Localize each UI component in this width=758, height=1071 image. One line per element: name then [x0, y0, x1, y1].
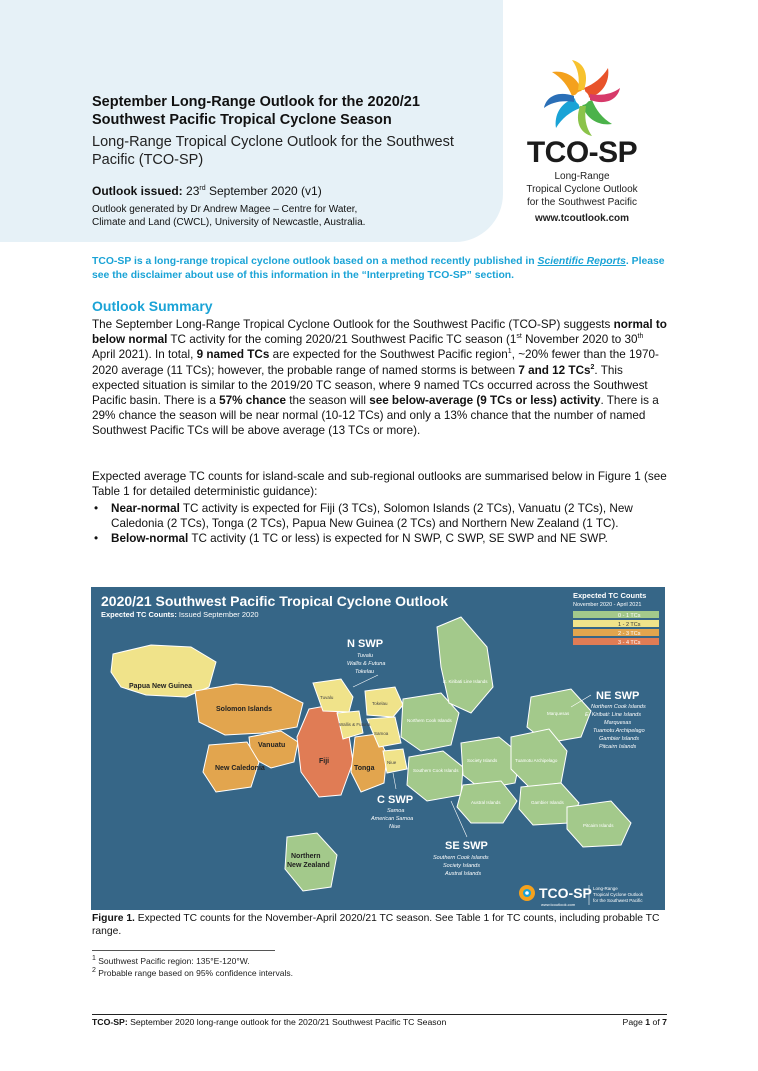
svg-text:Samoa: Samoa	[387, 808, 405, 814]
svg-text:Society Islands: Society Islands	[443, 863, 480, 869]
list-item: • Near-normal TC activity is expected for Fiji (3 TCs), Solomon Islands (2 TCs), Vanuatu (2 TCs), New Caledonia (2 TCs), Tonga (2 TCs), Papua New Guinea (2 TCs) and Northern New Zealand (1 TC).	[94, 502, 633, 531]
label-southern-cook: Southern Cook Islands	[413, 768, 459, 773]
label-e-kiribati: E. Kiribati Line Islands	[443, 679, 488, 684]
figure-caption: Figure 1. Expected TC counts for the November-April 2020/21 TC season. See Table 1 for TC counts, including probable TC range.	[92, 913, 660, 937]
svg-text:C SWP: C SWP	[377, 794, 414, 806]
page-number: Page 1 of 7	[622, 1017, 667, 1027]
svg-text:Pitcairn Islands: Pitcairn Islands	[599, 744, 637, 750]
svg-text:0 - 1 TCs: 0 - 1 TCs	[618, 613, 641, 619]
tco-sp-logo: TCO-SP Long-Range Tropical Cyclone Outlook for the Southwest Pacific www.tcoutlook.com	[512, 58, 652, 233]
label-tuvalu: Tuvalu	[320, 695, 334, 700]
svg-text:Austral Islands: Austral Islands	[445, 871, 482, 877]
label-nnz-2: New Zealand	[287, 862, 330, 869]
map-title: 2020/21 Southwest Pacific Tropical Cyclone Outlook	[101, 593, 448, 609]
svg-text:Tuamotu Archipelago: Tuamotu Archipelago	[593, 728, 645, 734]
legend-swatch-3	[573, 638, 659, 645]
page-subtitle: Long-Range Tropical Cyclone Outlook for the Southwest Pacific (TCO-SP)	[92, 134, 454, 168]
label-austral: Austral Islands	[471, 800, 501, 805]
svg-text:Gambier Islands: Gambier Islands	[599, 736, 640, 742]
svg-text:November 2020 - April 2021: November 2020 - April 2021	[573, 602, 642, 608]
label-fiji: Fiji	[319, 758, 330, 765]
footnote-1: $^1$ Southwest Pacific region: 135°E-120°W.	[92, 955, 250, 966]
svg-text:1 - 2 TCs: 1 - 2 TCs	[618, 622, 641, 628]
outlook-map	[91, 587, 665, 910]
label-gambier: Gambier Islands	[531, 800, 564, 805]
svg-text:Expected TC Counts: Expected TC Counts	[573, 591, 647, 600]
svg-text:Southern Cook Islands: Southern Cook Islands	[433, 855, 489, 861]
svg-text:2 - 3 TCs: 2 - 3 TCs	[618, 631, 641, 637]
issued-date: Outlook issued: 23rd September 2020 (v1)	[92, 184, 322, 198]
legend-swatch-1	[573, 620, 659, 627]
label-tokelau: Tokelau	[372, 701, 388, 706]
svg-text:Northern Cook Islands: Northern Cook Islands	[591, 704, 646, 710]
map-subtitle: Expected TC Counts: Issued September 2020	[101, 610, 259, 619]
summary-heading: Outlook Summary	[92, 298, 213, 314]
svg-text:3 - 4 TCs: 3 - 4 TCs	[618, 640, 641, 646]
label-wallis: Wallis & Futuna	[339, 722, 371, 727]
scientific-reports-link[interactable]: Scientific Reports	[537, 256, 626, 267]
legend-swatch-2	[573, 629, 659, 636]
footer-divider	[92, 1014, 667, 1015]
svg-text:Marquesas: Marquesas	[604, 720, 632, 726]
label-pitcairn: Pitcairn Islands	[583, 823, 614, 828]
label-tuamotu: Tuamotu Archipelago	[515, 758, 558, 763]
svg-text:www.tcoutlook.com: www.tcoutlook.com	[541, 902, 576, 907]
footnote-2: $^2$ Probable range based on 95% confidence intervals.	[92, 967, 293, 978]
summary-paragraph-2: Expected average TC counts for island-scale and sub-regional outlooks are summarised below in Figure 1 (see Table 1 for detailed deterministic guidance):	[92, 470, 667, 499]
cyclone-logo-icon	[512, 58, 652, 138]
label-tonga: Tonga	[354, 765, 375, 772]
label-png: Papua New Guinea	[129, 683, 193, 690]
label-new-caledonia: New Caledonia	[215, 765, 265, 772]
svg-text:SE SWP: SE SWP	[445, 840, 488, 852]
svg-text:NE SWP: NE SWP	[596, 690, 640, 702]
intro-paragraph: TCO-SP is a long-range tropical cyclone outlook based on a method recently published in Scientific Reports. Please see the disclaimer about use of this information in the “Interpreting TCO-SP” section.	[92, 256, 665, 281]
label-samoa: Samoa	[374, 731, 389, 736]
label-solomon: Solomon Islands	[216, 706, 273, 713]
list-item: • Below-normal TC activity (1 TC or less) is expected for N SWP, C SWP, SE SWP and NE SWP.	[94, 532, 608, 546]
label-northern-cook: Northern Cook Islands	[407, 718, 452, 723]
svg-text:Niue: Niue	[389, 824, 401, 830]
footer-text: TCO-SP: September 2020 long-range outlook for the 2020/21 Southwest Pacific TC Season	[92, 1017, 447, 1027]
svg-text:Tuvalu: Tuvalu	[357, 653, 374, 659]
svg-text:for the Southwest Pacific: for the Southwest Pacific	[593, 898, 643, 903]
generated-by: Outlook generated by Dr Andrew Magee – Centre for Water, Climate and Land (CWCL), University of Newcastle, Australia.	[92, 204, 366, 228]
label-marquesas: Marquesas	[547, 711, 570, 716]
label-nnz-1: Northern	[291, 853, 321, 860]
summary-bullets	[92, 501, 667, 547]
svg-text:American Samoa: American Samoa	[371, 816, 414, 822]
label-society: Society Islands	[467, 758, 498, 763]
legend-swatch-0	[573, 611, 659, 618]
page-title: September Long-Range Outlook for the 2020/21 Southwest Pacific Tropical Cyclone Season	[92, 94, 420, 128]
summary-paragraph-1: The September Long-Range Tropical Cyclone Outlook for the Southwest Pacific (TCO-SP) suggests normal to below normal TC activity for the coming 2020/21 Southwest Pacific TC season (1st November 2020 to 30th April 2021). In total, 9 named TCs are expected for the Southwest Pacific region$^1$, ~20% fewer than the 1970-2020 average (11 TCs); however, the probable range of named storms is between 7 and 12 TCs$^2$. This expected situation is similar to the 2019/20 TC season, where 9 named TCs occurred across the Southwest Pacific basin. There is a 57% chance the season will see below-average (9 TCs or less) activity. There is a 29% chance the season will be near normal (10-12 TCs) and only a 13% chance that the number of named Southwest Pacific TCs will be above average (13 TCs or more).	[92, 318, 667, 438]
svg-text:Tokelau: Tokelau	[355, 669, 375, 675]
svg-text:N SWP: N SWP	[347, 638, 384, 650]
svg-text:E. Kiribati: Line Islands: E. Kiribati: Line Islands	[585, 712, 641, 718]
svg-text:Wallis & Futuna: Wallis & Futuna	[347, 661, 386, 667]
label-niue: Niue	[387, 760, 397, 765]
svg-text:Long-Range: Long-Range	[593, 886, 618, 891]
label-vanuatu: Vanuatu	[258, 742, 286, 749]
svg-text:Tropical Cyclone Outlook: Tropical Cyclone Outlook	[593, 892, 644, 897]
footnote-divider	[92, 950, 275, 951]
svg-text:TCO-SP: TCO-SP	[539, 885, 592, 901]
